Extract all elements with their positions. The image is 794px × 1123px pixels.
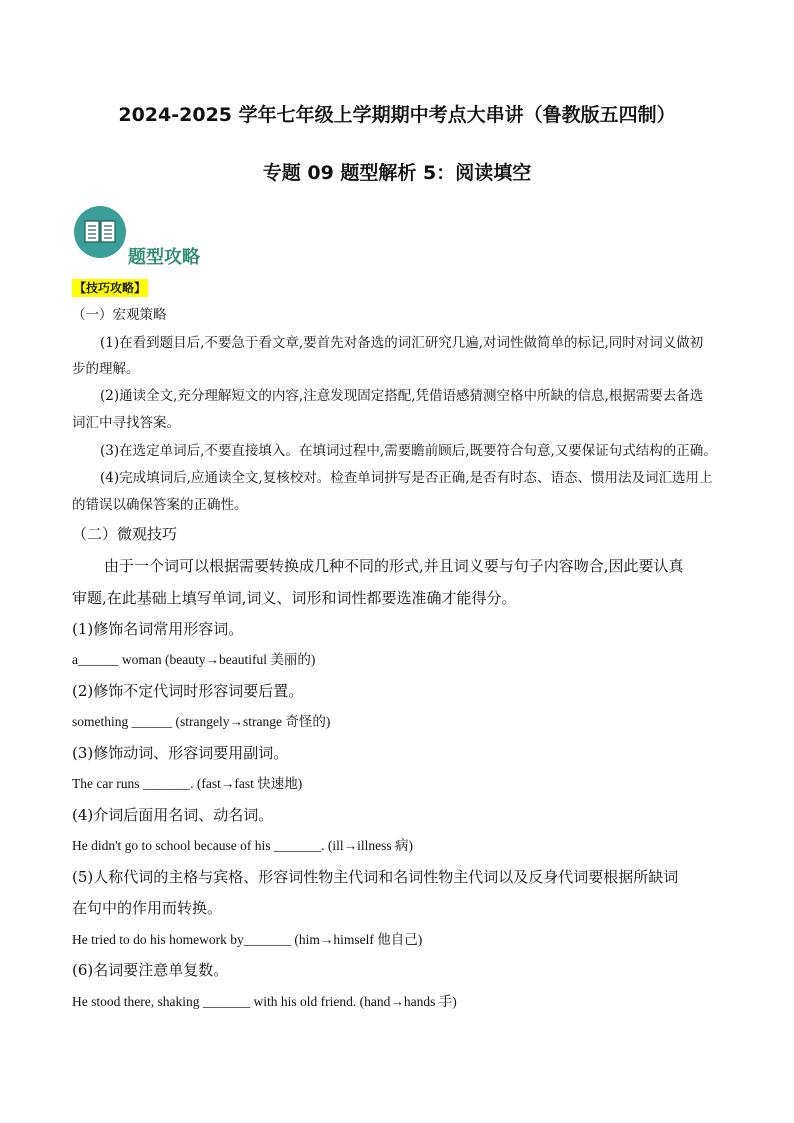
macro-point-4b: 的错误以确保答案的正确性。 [72,497,248,513]
rule-2: (2)修饰不定代词时形容词要后置。 [72,682,304,700]
rule-3: (3)修饰动词、形容词要用副词。 [72,744,289,762]
example-3: The car runs _______. (fast→fast 快速地) [72,776,303,791]
section-logo [74,206,126,258]
macro-point-3: (3)在选定单词后,不要直接填入。在填词过程中,需要瞻前顾后,既要符合句意,又要保证句式结构的正确。 [100,443,717,459]
document-title: 2024-2025 学年七年级上学期期中考点大串讲（鲁教版五四制） [118,104,676,126]
example-2: something ______ (strangely→strange 奇怪的) [72,714,331,729]
example-4: He didn't go to school because of his _______. (ill→illness 病) [72,838,414,853]
tips-tag: 【技巧攻略】 [74,281,147,295]
rule-5b: 在句中的作用而转换。 [72,899,223,917]
macro-point-2a: (2)通读全文,充分理解短文的内容,注意发现固定搭配,凭借语感猜测空格中所缺的信息,根据需要去备选 [100,388,704,404]
micro-heading: （二）微观技巧 [72,525,178,543]
book-icon [84,219,116,243]
macro-heading: （一）宏观策略 [72,307,167,323]
example-5: He tried to do his homework by_______ (him→himself 他自己) [72,932,423,947]
macro-point-1a: (1)在看到题目后,不要急于看文章,要首先对备选的词汇研究几遍,对词性做简单的标记,同时对词义做初 [100,335,704,351]
rule-4: (4)介词后面用名词、动名词。 [72,806,274,824]
example-6: He stood there, shaking _______ with his old friend. (hand→hands 手) [72,994,457,1009]
section-heading: 题型攻略 [128,247,200,268]
rule-1: (1)修饰名词常用形容词。 [72,620,244,638]
rule-5a: (5)人称代词的主格与宾格、形容词性物主代词和名词性物主代词以及反身代词要根据所缺词 [72,868,679,886]
macro-point-1b: 步的理解。 [72,361,140,377]
rule-6: (6)名词要注意单复数。 [72,961,229,979]
document-subtitle: 专题 09 题型解析 5：阅读填空 [262,162,532,184]
example-1: a______ woman (beauty→beautiful 美丽的) [72,652,316,667]
micro-intro-b: 审题,在此基础上填写单词,词义、词形和词性都要选准确才能得分。 [72,589,517,607]
macro-point-2b: 词汇中寻找答案。 [72,415,180,431]
micro-intro-a: 由于一个词可以根据需要转换成几种不同的形式,并且词义要与句子内容吻合,因此要认真 [104,557,684,575]
macro-point-4a: (4)完成填词后,应通读全文,复核校对。检查单词拼写是否正确,是否有时态、语态、惯用法及词汇选用上 [100,470,713,486]
